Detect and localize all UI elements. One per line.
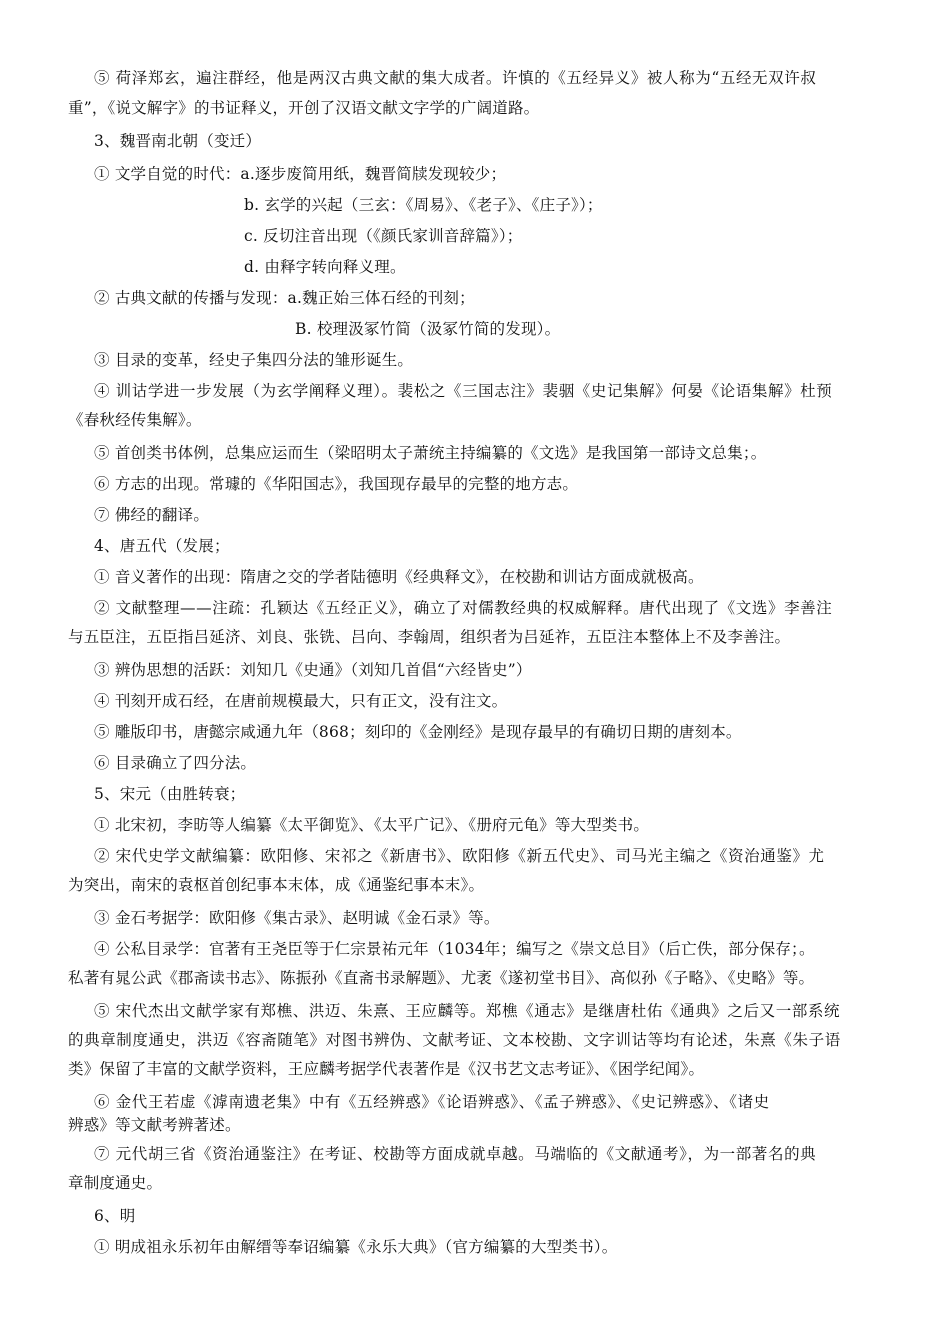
paragraph-line: c. 反切注音出现（《颜氏家训音辞篇》）； xyxy=(244,227,523,245)
paragraph-line: ⑥ 目录确立了四分法。 xyxy=(94,754,257,772)
section-heading: 4、唐五代（发展； xyxy=(94,537,230,555)
paragraph-line: ⑤ 荷泽郑玄，遍注群经，他是两汉古典文献的集大成者。许慎的《五经异义》被人称为“五经无双许叔 xyxy=(94,69,817,87)
paragraph-line: 与五臣注，五臣指吕延济、刘良、张铣、吕向、李翰周，组织者为吕延祚，五臣注本整体上不及李善注。 xyxy=(68,628,791,646)
paragraph-line: ④ 公私目录学：官著有王尧臣等于仁宗景祐元年（1034年；编写之《崇文总目》（后亡佚，部分保存；。 xyxy=(94,940,815,958)
section-heading: 3、魏晋南北朝（变迁） xyxy=(94,132,262,150)
paragraph-line: ⑤ 宋代杰出文献学家有郑樵、洪迈、朱熹、王应麟等。郑樵《通志》是继唐杜佑《通典》之后又一部系统 xyxy=(94,1002,841,1020)
paragraph-line: 章制度通史。 xyxy=(68,1174,163,1192)
paragraph-line: ① 明成祖永乐初年由解缙等奉诏编纂《永乐大典》（官方编纂的大型类书）。 xyxy=(94,1238,618,1256)
paragraph-line: 重”，《说文解字》的书证释义，开创了汉语文献文字学的广阔道路。 xyxy=(68,99,540,117)
section-heading: 5、宋元（由胜转衰； xyxy=(94,785,246,803)
paragraph-line: ⑦ 佛经的翻译。 xyxy=(94,506,210,524)
paragraph-line: d. 由释字转向释义理。 xyxy=(244,258,406,276)
paragraph-line: ① 音义著作的出现：隋唐之交的学者陆德明《经典释文》，在校勘和训诂方面成就极高。 xyxy=(94,568,704,586)
paragraph-line: 《春秋经传集解》。 xyxy=(68,411,202,429)
paragraph-line: ① 北宋初，李昉等人编纂《太平御览》、《太平广记》、《册府元龟》等大型类书。 xyxy=(94,816,650,834)
paragraph-line: ③ 目录的变革，经史子集四分法的雏形诞生。 xyxy=(94,351,414,369)
paragraph-line: ④ 刊刻开成石经，在唐前规模最大，只有正文，没有注文。 xyxy=(94,692,508,710)
paragraph-line: ④ 训诂学进一步发展（为玄学阐释义理）。裴松之《三国志注》裴骃《史记集解》何晏《论语集解》杜预 xyxy=(94,382,833,400)
paragraph-line: ② 文献整理——注疏：孔颖达《五经正义》，确立了对儒教经典的权威解释。唐代出现了《文选》李善注 xyxy=(94,599,833,617)
paragraph-line: ③ 辨伪思想的活跃：刘知几《史通》（刘知几首倡“六经皆史”） xyxy=(94,661,532,679)
paragraph-line: ② 宋代史学文献编纂：欧阳修、宋祁之《新唐书》、欧阳修《新五代史》、司马光主编之《资治通鉴》尤 xyxy=(94,847,825,865)
paragraph-line: 为突出，南宋的袁枢首创纪事本末体，成《通鉴纪事本末》。 xyxy=(68,876,485,894)
paragraph-line: 的典章制度通史，洪迈《容斋随笔》对图书辨伪、文献考证、文本校勘、文字训诂等均有论述，朱熹《朱子语 xyxy=(68,1031,841,1049)
paragraph-line: ② 古典文献的传播与发现：a.魏正始三体石经的刊刻； xyxy=(94,289,475,307)
paragraph-line: ③ 金石考据学：欧阳修《集古录》、赵明诚《金石录》等。 xyxy=(94,909,500,927)
paragraph-line: 私著有晁公武《郡斋读书志》、陈振孙《直斋书录解题》、尤袤《遂初堂书目》、高似孙《子略》、《史略》等。 xyxy=(68,969,815,987)
paragraph-line: b. 玄学的兴起（三玄：《周易》、《老子》、《庄子》）； xyxy=(244,196,603,214)
paragraph-line: ⑤ 首创类书体例，总集应运而生（梁昭明太子萧统主持编纂的《文选》是我国第一部诗文总集；。 xyxy=(94,444,767,462)
paragraph-line: 类》保留了丰富的文献学资料，王应麟考据学代表著作是《汉书艺文志考证》、《困学纪闻》。 xyxy=(68,1060,705,1078)
paragraph-line: ⑦ 元代胡三省《资治通鉴注》在考证、校勘等方面成就卓越。马端临的《文献通考》，为一部著名的典 xyxy=(94,1145,817,1163)
section-heading: 6、明 xyxy=(94,1207,136,1225)
paragraph-line: ⑤ 雕版印书，唐懿宗咸通九年（868；刻印的《金刚经》是现存最早的有确切日期的唐刻本。 xyxy=(94,723,742,741)
paragraph-line: 辨惑》等文献考辨著述。 xyxy=(68,1116,241,1134)
paragraph-line: B. 校理汲冢竹简（汲冢竹简的发现）。 xyxy=(295,320,561,338)
paragraph-line: ⑥ 方志的出现。常璩的《华阳国志》，我国现存最早的完整的地方志。 xyxy=(94,475,579,493)
paragraph-line: ① 文学自觉的时代：a.逐步废简用纸，魏晋简牍发现较少； xyxy=(94,165,507,183)
paragraph-line: ⑥ 金代王若虚《滹南遗老集》中有《五经辨惑》《论语辨惑》、《孟子辨惑》、《史记辨惑》、《诸史 xyxy=(94,1093,770,1111)
